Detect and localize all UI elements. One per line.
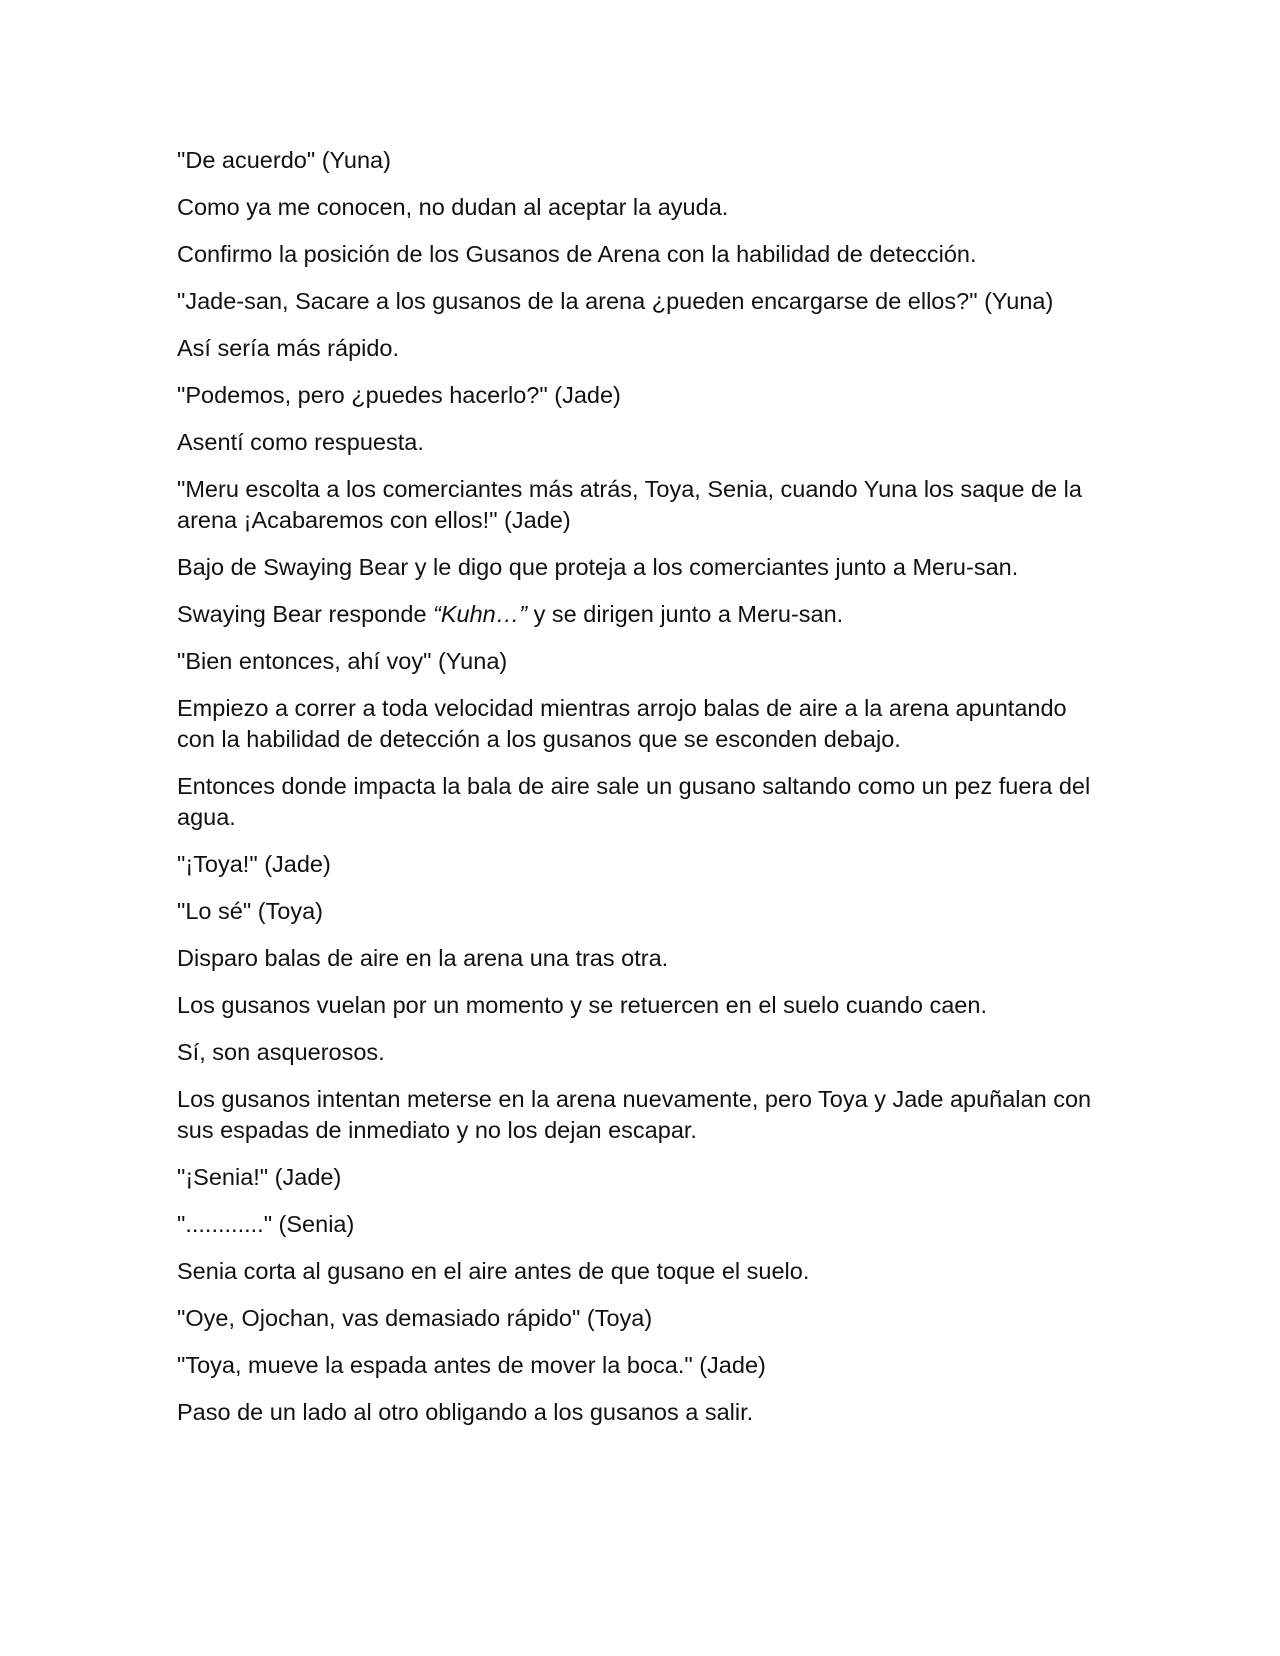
paragraph: "Meru escolta a los comerciantes más atrás, Toya, Senia, cuando Yuna los saque de la arena ¡Acabaremos con ellos!" (Jade) <box>177 476 1089 533</box>
paragraph-text: Swaying Bear responde <box>177 601 434 627</box>
paragraph: Sí, son asquerosos. <box>177 1039 385 1065</box>
paragraph: "Bien entonces, ahí voy" (Yuna) <box>177 648 508 674</box>
paragraph: "............" (Senia) <box>177 1211 355 1237</box>
paragraph: Los gusanos vuelan por un momento y se retuercen en el suelo cuando caen. <box>177 992 987 1018</box>
paragraph: Los gusanos intentan meterse en la arena nuevamente, pero Toya y Jade apuñalan con sus espadas de inmediato y no los dejan escapar. <box>177 1086 1098 1143</box>
paragraph: Asentí como respuesta. <box>177 429 424 455</box>
paragraph: Así sería más rápido. <box>177 335 400 361</box>
paragraph: Como ya me conocen, no dudan al aceptar la ayuda. <box>177 194 729 220</box>
paragraph: "¡Toya!" (Jade) <box>177 851 331 877</box>
document-body <box>177 145 1097 1444</box>
paragraph: Disparo balas de aire en la arena una tras otra. <box>177 945 669 971</box>
paragraph: Entonces donde impacta la bala de aire sale un gusano saltando como un pez fuera del agua. <box>177 773 1097 830</box>
paragraph: "Lo sé" (Toya) <box>177 898 323 924</box>
paragraph: "Oye, Ojochan, vas demasiado rápido" (Toya) <box>177 1305 653 1331</box>
paragraph: Empiezo a correr a toda velocidad mientras arrojo balas de aire a la arena apuntando con la habilidad de detección a los gusanos que se esconden debajo. <box>177 695 1074 752</box>
paragraph: "Jade-san, Sacare a los gusanos de la arena ¿pueden encargarse de ellos?" (Yuna) <box>177 288 1054 314</box>
paragraph: "Podemos, pero ¿puedes hacerlo?" (Jade) <box>177 382 621 408</box>
paragraph: Bajo de Swaying Bear y le digo que proteja a los comerciantes junto a Meru-san. <box>177 554 1019 580</box>
paragraph: Senia corta al gusano en el aire antes de que toque el suelo. <box>177 1258 810 1284</box>
paragraph: "Toya, mueve la espada antes de mover la boca." (Jade) <box>177 1352 766 1378</box>
paragraph: "¡Senia!" (Jade) <box>177 1164 342 1190</box>
paragraph: Confirmo la posición de los Gusanos de Arena con la habilidad de detección. <box>177 241 977 267</box>
italic-quote: “Kuhn…” <box>433 601 528 627</box>
paragraph: "De acuerdo" (Yuna) <box>177 147 391 173</box>
paragraph-text: y se dirigen junto a Meru-san. <box>527 601 844 627</box>
paragraph: Paso de un lado al otro obligando a los gusanos a salir. <box>177 1399 754 1425</box>
paragraph-swaying-bear <box>177 599 1097 630</box>
